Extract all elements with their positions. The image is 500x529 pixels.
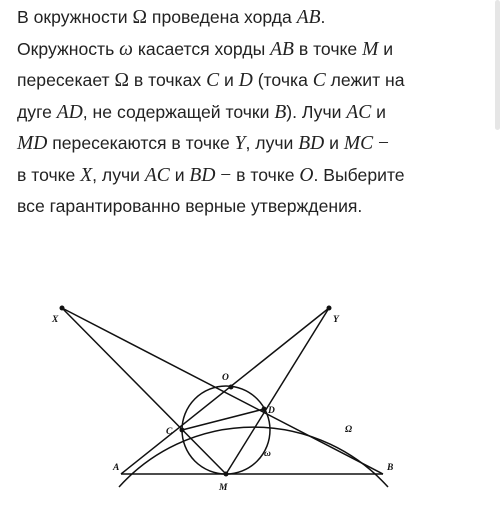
text: Окружность: [17, 38, 120, 59]
problem-statement: [17, 2, 475, 222]
math-ab: AB: [270, 38, 294, 60]
ray-md: [226, 308, 329, 474]
label-d: D: [268, 406, 275, 416]
label-m: M: [219, 483, 228, 493]
problem-line-6: [17, 160, 475, 192]
text: в точке: [293, 38, 363, 59]
text: лежит на: [325, 70, 405, 90]
label-x: X: [52, 315, 59, 325]
text: (точка: [252, 70, 313, 90]
problem-line-1: [17, 2, 475, 34]
text: проведена хорда: [147, 7, 297, 27]
math-o: O: [299, 164, 314, 186]
math-omega-big: Ω: [114, 70, 129, 91]
geometry-figure: [0, 290, 500, 529]
math-x: X: [80, 164, 93, 186]
math-omega-small: ω: [119, 38, 133, 60]
point-y: [327, 306, 332, 311]
math-m: M: [362, 38, 379, 60]
math-y: Y: [234, 133, 246, 154]
text: пересекаются в точке: [47, 133, 235, 153]
math-md: MD: [17, 133, 48, 154]
text: ). Лучи: [286, 101, 347, 122]
math-ac: AC: [346, 101, 372, 123]
text: и: [324, 133, 344, 153]
point-m: [224, 472, 229, 477]
label-o: O: [222, 373, 229, 383]
math-ad: AD: [56, 101, 83, 123]
problem-line-7: все гарантированно верные утверждения.: [17, 196, 363, 216]
math-c: C: [312, 70, 326, 91]
point-o: [229, 385, 234, 390]
text: , не содержащей точки: [82, 101, 275, 122]
text: в точке: [17, 164, 81, 185]
label-c: C: [166, 427, 173, 437]
text: , лучи: [92, 164, 145, 185]
text: касается хорды: [132, 38, 271, 59]
label-omega-big: Ω: [345, 425, 353, 435]
problem-line-2: [17, 34, 475, 66]
problem-line-5: [17, 128, 475, 160]
text: В окружности: [17, 7, 133, 27]
scrollbar[interactable]: [495, 0, 500, 130]
text: в точках: [128, 70, 207, 90]
point-c: [180, 428, 185, 433]
math-c: C: [206, 70, 220, 91]
text: и: [219, 70, 239, 90]
text: дуге: [17, 101, 57, 122]
math-b: B: [274, 101, 287, 123]
math-d: D: [238, 70, 253, 91]
text: пересекает: [17, 70, 115, 90]
text: и: [378, 38, 394, 59]
text: и: [169, 164, 190, 185]
point-d: [262, 407, 267, 412]
math-ac: AC: [144, 164, 170, 186]
ray-mc: [62, 308, 226, 474]
point-x: [60, 306, 65, 311]
text: . Выберите: [313, 164, 405, 185]
text: и: [371, 101, 386, 122]
math-mc: MC: [343, 133, 374, 154]
label-b: B: [387, 463, 394, 473]
math-dash: −: [373, 133, 389, 154]
math-ab: AB: [296, 7, 321, 28]
text: , лучи: [245, 133, 299, 153]
label-a: A: [113, 463, 120, 473]
ray-bd: [62, 308, 383, 474]
ray-ac: [121, 308, 329, 474]
math-bd: BD: [189, 164, 216, 186]
label-y: Y: [333, 315, 339, 325]
math-bd: BD: [298, 133, 325, 154]
math-dash: −: [215, 164, 232, 186]
label-omega-small: ω: [264, 449, 271, 459]
math-omega-big: Ω: [132, 7, 148, 28]
circle-omega-small: [182, 386, 270, 474]
text: .: [320, 7, 326, 27]
problem-line-4: [17, 97, 475, 129]
text: в точке: [231, 164, 300, 185]
problem-line-3: [17, 65, 475, 97]
circle-omega-arc: [119, 427, 388, 487]
